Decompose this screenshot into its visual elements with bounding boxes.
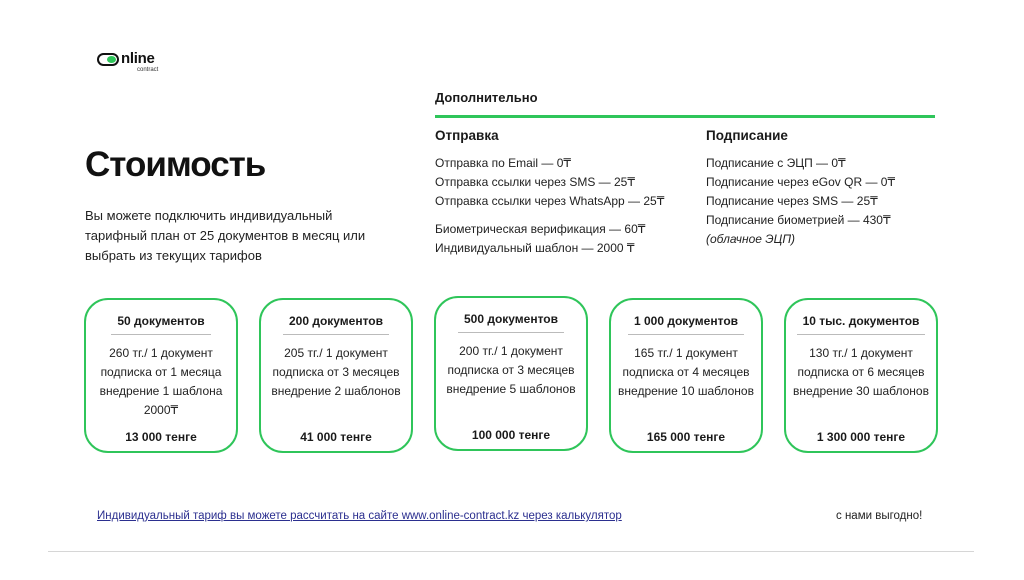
plan-line: подписка от 1 месяца: [100, 365, 222, 379]
plan-line: подписка от 3 месяцев: [447, 363, 575, 377]
plan-price: 165 000 тенге: [646, 430, 726, 444]
slogan: с нами выгодно!: [836, 510, 923, 522]
plan-line: 165 тг./ 1 документ: [634, 346, 738, 360]
extra-heading: Дополнительно: [435, 90, 538, 105]
plan-line: внедрение 1 шаблона: [99, 384, 223, 398]
bottom-divider: [48, 551, 974, 552]
plan-card[interactable]: [784, 298, 938, 453]
plan-price: 100 000 тенге: [471, 428, 551, 442]
logo-dot-icon: [107, 56, 116, 63]
plan-title: 200 документов: [283, 314, 389, 335]
plan-card[interactable]: [84, 298, 238, 453]
page-title: Стоимость: [85, 145, 266, 184]
plan-card[interactable]: [434, 296, 588, 451]
accent-divider: [435, 115, 935, 118]
signing-item: Подписание через eGov QR — 0₸: [706, 175, 896, 189]
sending-title: Отправка: [435, 128, 499, 143]
signing-title: Подписание: [706, 128, 788, 143]
plan-title: 1 000 документов: [628, 314, 744, 335]
sending-item: Отправка ссылки через SMS — 25₸: [435, 175, 635, 189]
plan-line: внедрение 10 шаблонов: [618, 384, 754, 398]
plan-title: 500 документов: [458, 312, 564, 333]
plan-card[interactable]: [609, 298, 763, 453]
sending-item: Отправка по Email — 0₸: [435, 156, 572, 170]
logo: [97, 50, 177, 78]
signing-item: Подписание биометрией — 430₸: [706, 213, 891, 227]
plan-card[interactable]: [259, 298, 413, 453]
signing-note: (облачное ЭЦП): [706, 232, 796, 246]
signing-item: Подписание с ЭЦП — 0₸: [706, 156, 846, 170]
plan-line: 260 тг./ 1 документ: [109, 346, 213, 360]
plan-line: подписка от 4 месяцев: [622, 365, 750, 379]
plan-price: 1 300 000 тенге: [816, 430, 906, 444]
plan-line: подписка от 3 месяцев: [272, 365, 400, 379]
plan-line: внедрение 5 шаблонов: [446, 382, 576, 396]
sending-item: Биометрическая верификация — 60₸: [435, 222, 646, 236]
sending-item: Отправка ссылки через WhatsApp — 25₸: [435, 194, 665, 208]
logo-word: nline: [121, 50, 155, 67]
plan-price: 41 000 тенге: [300, 430, 372, 444]
plan-title: 50 документов: [111, 314, 210, 335]
plan-line: 2000₸: [143, 403, 179, 417]
plan-price: 13 000 тенге: [125, 430, 197, 444]
signing-list: [706, 154, 895, 249]
plan-line: внедрение 30 шаблонов: [793, 384, 929, 398]
plan-line: внедрение 2 шаблонов: [271, 384, 401, 398]
plan-line: 200 тг./ 1 документ: [459, 344, 563, 358]
sending-item: Индивидуальный шаблон — 2000 ₸: [435, 241, 635, 255]
logo-sub: contract: [137, 67, 159, 73]
plan-line: 130 тг./ 1 документ: [809, 346, 913, 360]
plan-line: подписка от 6 месяцев: [797, 365, 925, 379]
signing-item: Подписание через SMS — 25₸: [706, 194, 878, 208]
calculator-link[interactable]: Индивидуальный тариф вы можете рассчитать на сайте www.online-contract.kz через калькулятор: [97, 510, 622, 522]
plan-line: 205 тг./ 1 документ: [284, 346, 388, 360]
sending-list: [435, 154, 664, 258]
intro-text: Вы можете подключить индивидуальный тарифный план от 25 документов в месяц или выбрать из текущих тарифов: [85, 208, 366, 263]
plan-title: 10 тыс. документов: [797, 314, 926, 335]
